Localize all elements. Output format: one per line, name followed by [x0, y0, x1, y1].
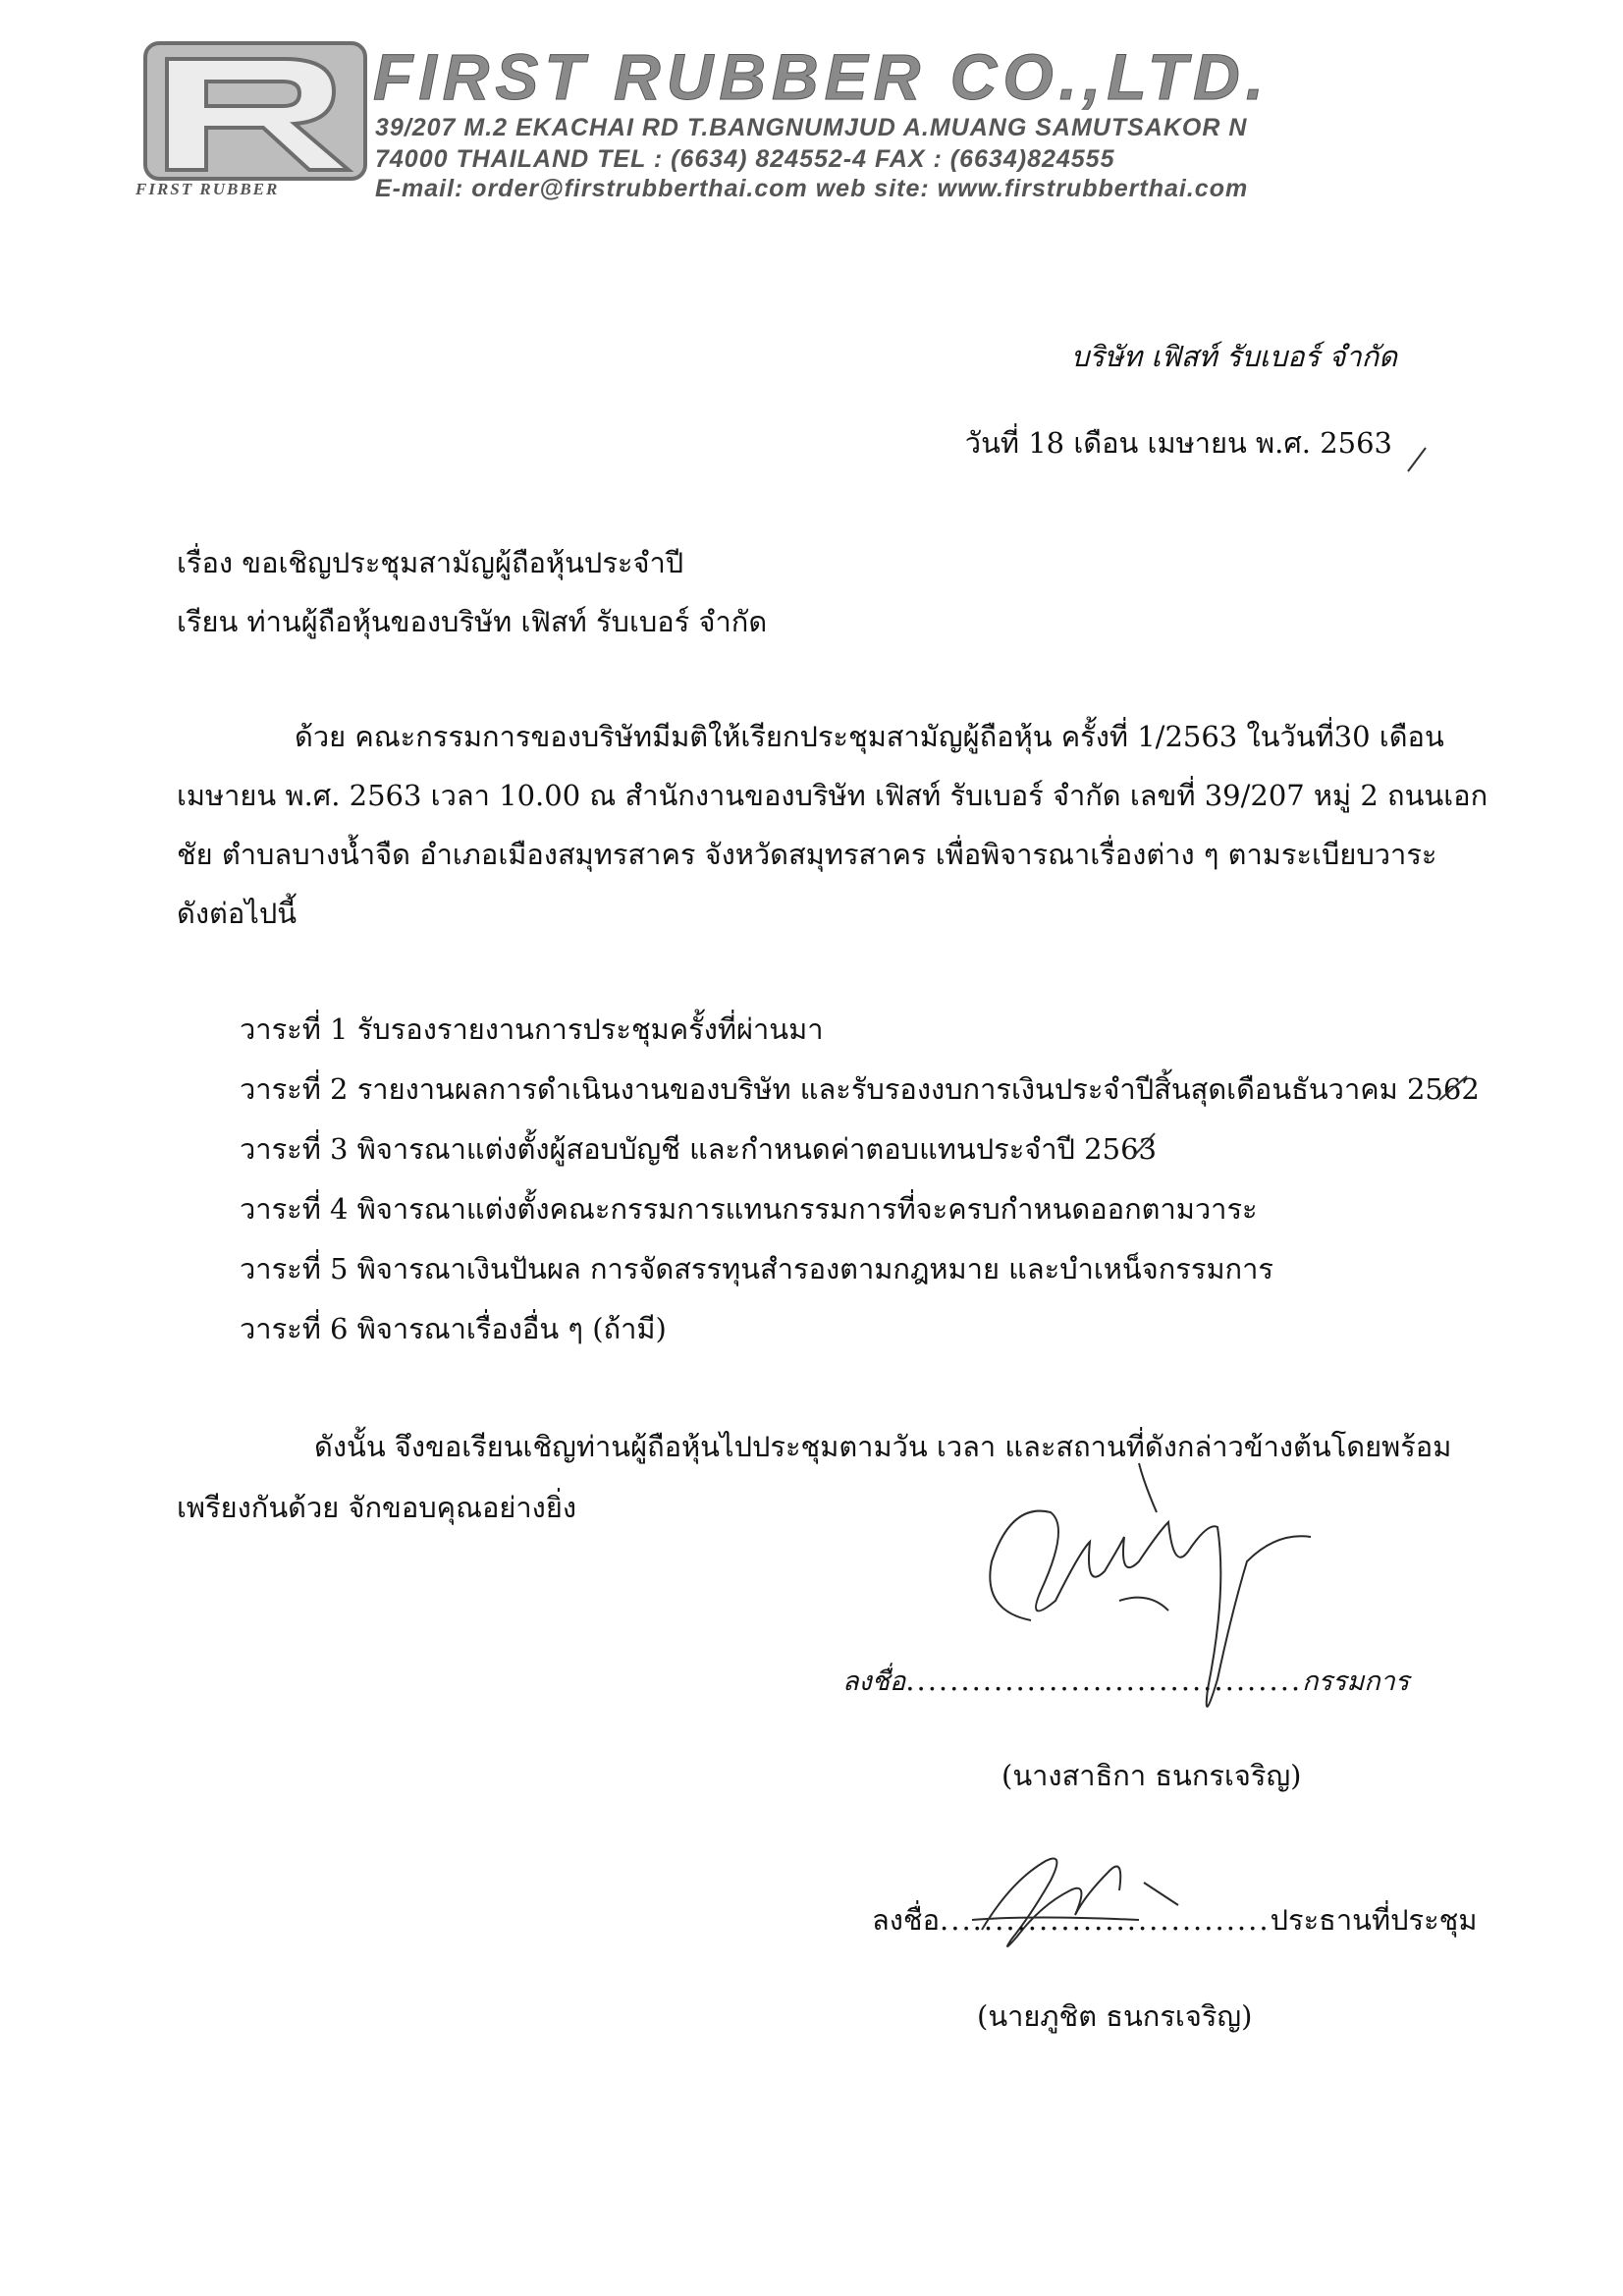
letter-subject: เรื่อง ขอเชิญประชุมสามัญผู้ถือหุ้นประจำปี: [177, 546, 684, 579]
agenda-item-6: วาระที่ 6 พิจารณาเรื่องอื่น ๆ (ถ้ามี): [240, 1312, 667, 1345]
letter-recipient: เรียน ท่านผู้ถือหุ้นของบริษัท เฟิสท์ รับเบอร์ จำกัด: [177, 605, 768, 638]
signer-name-director: (นางสาธิกา ธนกรเจริญ): [1001, 1759, 1302, 1792]
intro-line: ชัย ตำบลบางน้ำจืด อำเภอเมืองสมุทรสาคร จังหวัดสมุทรสาคร เพื่อพิจารณาเรื่องต่าง ๆ ตามระเบียบวาระ: [177, 838, 1437, 871]
closing-line: ดังนั้น จึงขอเรียนเชิญท่านผู้ถือหุ้นไปประชุมตามวัน เวลา และสถานที่ดังกล่าวข้างต้นโดยพร้อม: [314, 1430, 1452, 1463]
company-name-thai: บริษัท เฟิสท์ รับเบอร์ จำกัด: [1070, 340, 1397, 373]
letterhead-company-name: FIRST RUBBER CO.,LTD.: [373, 40, 1271, 113]
agenda-item-2: วาระที่ 2 รายงานผลการดำเนินงานของบริษัท และรับรองงบการเงินประจำปีสิ้นสุดเดือนธันวาคม 2562: [240, 1072, 1480, 1106]
intro-line: ดังต่อไปนี้: [177, 897, 298, 930]
intro-line: ด้วย คณะกรรมการของบริษัทมีมติให้เรียกประชุมสามัญผู้ถือหุ้น ครั้งที่ 1/2563 ในวันที่30 เดือน: [295, 720, 1444, 753]
signer-role: กรรมการ: [1302, 1667, 1410, 1697]
signer-name-chairman: (นายภูชิต ธนกรเจริญ): [977, 1999, 1253, 2033]
intro-line: เมษายน พ.ศ. 2563 เวลา 10.00 ณ สำนักงานของบริษัท เฟิสท์ รับเบอร์ จำกัด เลขที่ 39/207 หมู่ 2 ถนนเอก: [177, 779, 1488, 812]
letterhead-contact-line: E-mail: order@firstrubberthai.com web site: www.firstrubberthai.com: [375, 175, 1249, 202]
logo-brand-text: FIRST RUBBER: [135, 180, 280, 198]
sign-label: ลงชื่อ: [842, 1667, 906, 1697]
pen-tick-mark: [1129, 1129, 1159, 1159]
letter-date: วันที่ 18 เดือน เมษายน พ.ศ. 2563: [964, 426, 1392, 460]
agenda-item-1: วาระที่ 1 รับรองรายงานการประชุมครั้งที่ผ่านมา: [240, 1012, 824, 1046]
letterhead-address-line1: 39/207 M.2 EKACHAI RD T.BANGNUMJUD A.MUANG SAMUTSAKOR N: [375, 114, 1248, 141]
agenda-item-5: วาระที่ 5 พิจารณาเงินปันผล การจัดสรรทุนสำรองตามกฎหมาย และบำเหน็จกรรมการ: [240, 1252, 1273, 1285]
signature-row-director: [842, 1660, 1409, 1702]
agenda-item-3: วาระที่ 3 พิจารณาแต่งตั้งผู้สอบบัญชี และกำหนดค่าตอบแทนประจำปี 2563: [240, 1132, 1157, 1166]
signer-role: ประธานที่ประชุม: [1270, 1903, 1478, 1937]
sign-label: ลงชื่อ: [872, 1903, 941, 1937]
pen-tick-mark: [1402, 444, 1432, 473]
pen-tick-mark: [1435, 1072, 1471, 1102]
signature-dots: ..............................: [940, 1903, 1271, 1937]
letterhead-address-line2: 74000 THAILAND TEL : (6634) 824552-4 FAX : (6634)824555: [375, 145, 1115, 173]
company-logo: [137, 37, 373, 185]
signature-dots: ....................................: [905, 1664, 1303, 1697]
agenda-item-4: วาระที่ 4 พิจารณาแต่งตั้งคณะกรรมการแทนกรรมการที่จะครบกำหนดออกตามวาระ: [240, 1192, 1258, 1226]
closing-line: เพรียงกันด้วย จักขอบคุณอย่างยิ่ง: [177, 1491, 576, 1524]
signature-row-chairman: [872, 1897, 1477, 1942]
